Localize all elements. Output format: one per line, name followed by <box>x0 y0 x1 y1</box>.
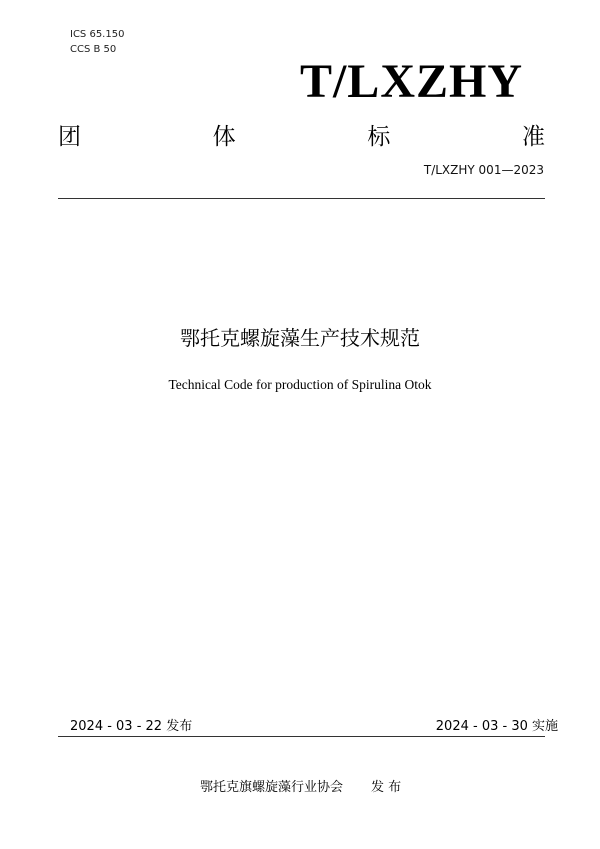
type-char: 体 <box>212 123 236 150</box>
type-char: 团 <box>58 123 81 150</box>
issue-date: 2024 - 03 - 22 发布 <box>70 719 193 734</box>
type-char: 标 <box>367 123 391 150</box>
type-char: 准 <box>521 123 545 150</box>
publisher-name: 鄂托克旗螺旋藻行业协会 <box>200 780 344 795</box>
title-english: Technical Code for production of Spirulina Otok <box>168 377 432 392</box>
footer-divider <box>58 736 545 737</box>
classification-block <box>70 27 124 57</box>
publisher-line <box>200 776 429 795</box>
standard-logo: T/LXZHY <box>299 55 523 108</box>
ics-code: ICS 65.150 <box>70 29 125 40</box>
standard-code: T/LXZHY 001—2023 <box>423 163 544 177</box>
publish-action: 发 布 <box>371 780 402 795</box>
title-chinese: 鄂托克螺旋藻生产技术规范 <box>180 326 420 350</box>
standard-type <box>58 117 545 151</box>
implementation-date: 2024 - 03 - 30 实施 <box>435 719 558 734</box>
header-divider <box>58 198 545 199</box>
ccs-code: CCS B 50 <box>70 44 117 55</box>
